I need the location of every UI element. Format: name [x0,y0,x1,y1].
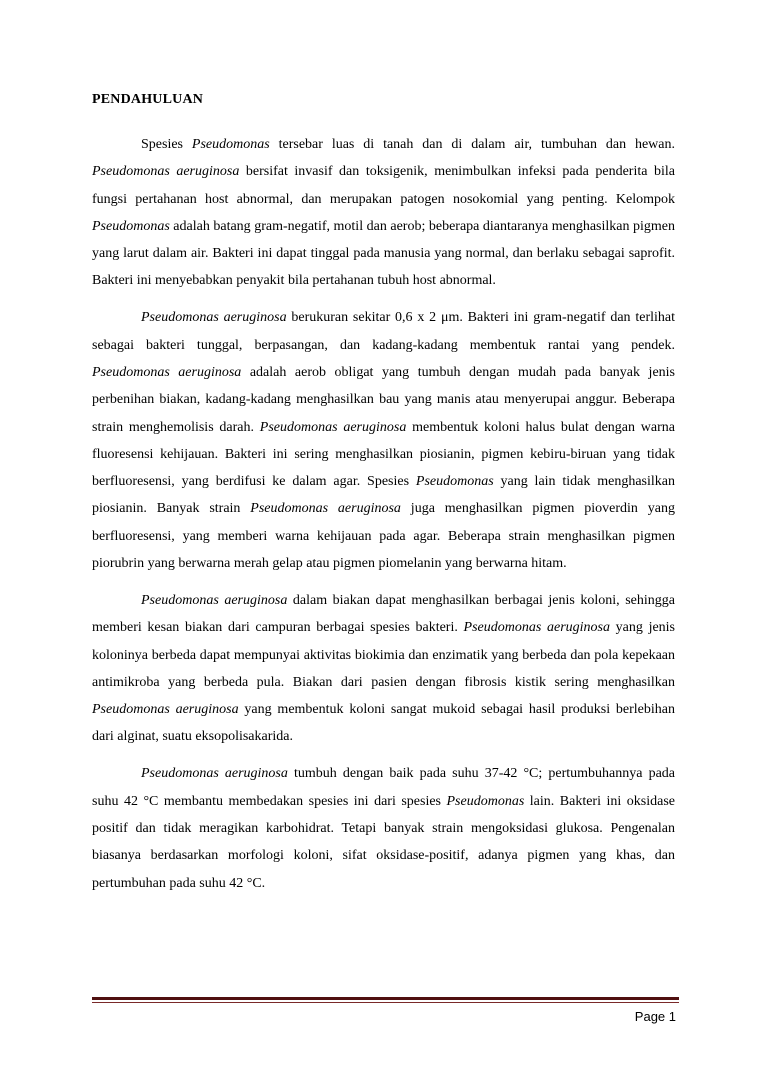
paragraph [92,131,675,295]
italic-term: Pseudomonas aeruginosa [250,501,401,517]
text-run: juga menghasilkan pigmen pioverdin yang berfluoresensi, yang memberi warna kehijauan pada agar. Beberapa strain menghasilkan pigmen piorubrin yang berwarna merah gelap atau pigmen piomelanin yang berwarna hitam. [92,501,675,572]
italic-term: Pseudomonas [92,218,170,234]
section-heading: PENDAHULUAN [92,92,204,107]
italic-term: Pseudomonas aeruginosa [463,620,610,636]
italic-term: Pseudomonas [446,793,525,809]
page-number: Page 1 [634,1009,676,1024]
text-run: berukuran sekitar 0,6 x 2 μm. Bakteri ini gram-negatif dan terlihat sebagai bakteri tunggal, berpasangan, dan kadang-kadang membentuk rantai yang pendek. [92,310,675,353]
text-run: yang lain tidak menghasilkan piosianin. Banyak strain [92,474,675,517]
italic-term: Pseudomonas aeruginosa [141,766,288,782]
footer-rule-thin [92,1002,679,1003]
text-run: tersebar luas di tanah dan di dalam air, tumbuhan dan hewan. [269,137,676,152]
paragraph [92,760,675,896]
italic-term: Pseudomonas [415,474,494,490]
paragraph [92,304,675,577]
footer-rule [92,997,679,1000]
text-run: membentuk koloni halus bulat dengan warna fluoresensi kehijauan. Bakteri ini sering menghasilkan piosianin, pigmen kebiru-biruan yang tidak berfluoresensi, yang berdifusi ke dalam agar. Spesies [92,419,675,490]
text-run: adalah batang gram-negatif, motil dan aerob; beberapa diantaranya menghasilkan pigmen yang larut dalam air. Bakteri ini dapat tinggal pada manusia yang normal, dan berlaku sebagai saprofit. Bakteri ini menyebabkan penyakit bila pertahanan tubuh host abnormal. [92,218,675,289]
italic-term: Pseudomonas aeruginosa [259,419,407,435]
text-run: adalah aerob obligat yang tumbuh dengan mudah pada banyak jenis perbenihan biakan, kadang-kadang menghasilkan bau yang manis atau menyerupai anggur. Beberapa strain menghemolisis darah. [92,364,675,435]
italic-term: Pseudomonas aeruginosa [92,364,242,380]
italic-term: Pseudomonas aeruginosa [92,702,239,718]
text-run: bersifat invasif dan toksigenik, menimbulkan infeksi pada penderita bila fungsi pertahanan host abnormal, dan merupakan patogen nosokomial yang penting. Kelompok [92,164,675,207]
italic-term: Pseudomonas [191,137,270,152]
text-run: lain. Bakteri ini oksidase positif dan tidak meragikan karbohidrat. Tetapi banyak strain mengoksidasi glukosa. Pengenalan biasanya berdasarkan morfologi koloni, sifat oksidase-positif, adanya pigmen yang khas, dan pertumbuhan pada suhu 42 °C. [92,793,675,891]
text-run: yang jenis koloninya berbeda dapat mempunyai aktivitas biokimia dan enzimatik yang berbeda dan pola kepekaan antimikroba yang berbeda pula. Biakan dari pasien dengan fibrosis kistik sering menghasilkan [92,620,676,690]
italic-term: Pseudomonas aeruginosa [92,164,240,180]
text-run: dalam biakan dapat menghasilkan berbagai jenis koloni, sehingga memberi kesan biakan dari campuran berbagai spesies bakteri. [92,592,675,636]
italic-term: Pseudomonas aeruginosa [141,310,287,326]
italic-term: Pseudomonas aeruginosa [141,592,288,608]
text-run: Spesies [141,137,192,152]
text-run: tumbuh dengan baik pada suhu 37-42 °C; pertumbuhannya pada suhu 42 °C membantu membedakan spesies ini dari spesies [92,766,676,809]
paragraph [92,587,675,751]
body-text [92,131,675,906]
text-run: yang membentuk koloni sangat mukoid sebagai hasil produksi berlebihan dari alginat, suatu eksopolisakarida. [92,702,676,745]
